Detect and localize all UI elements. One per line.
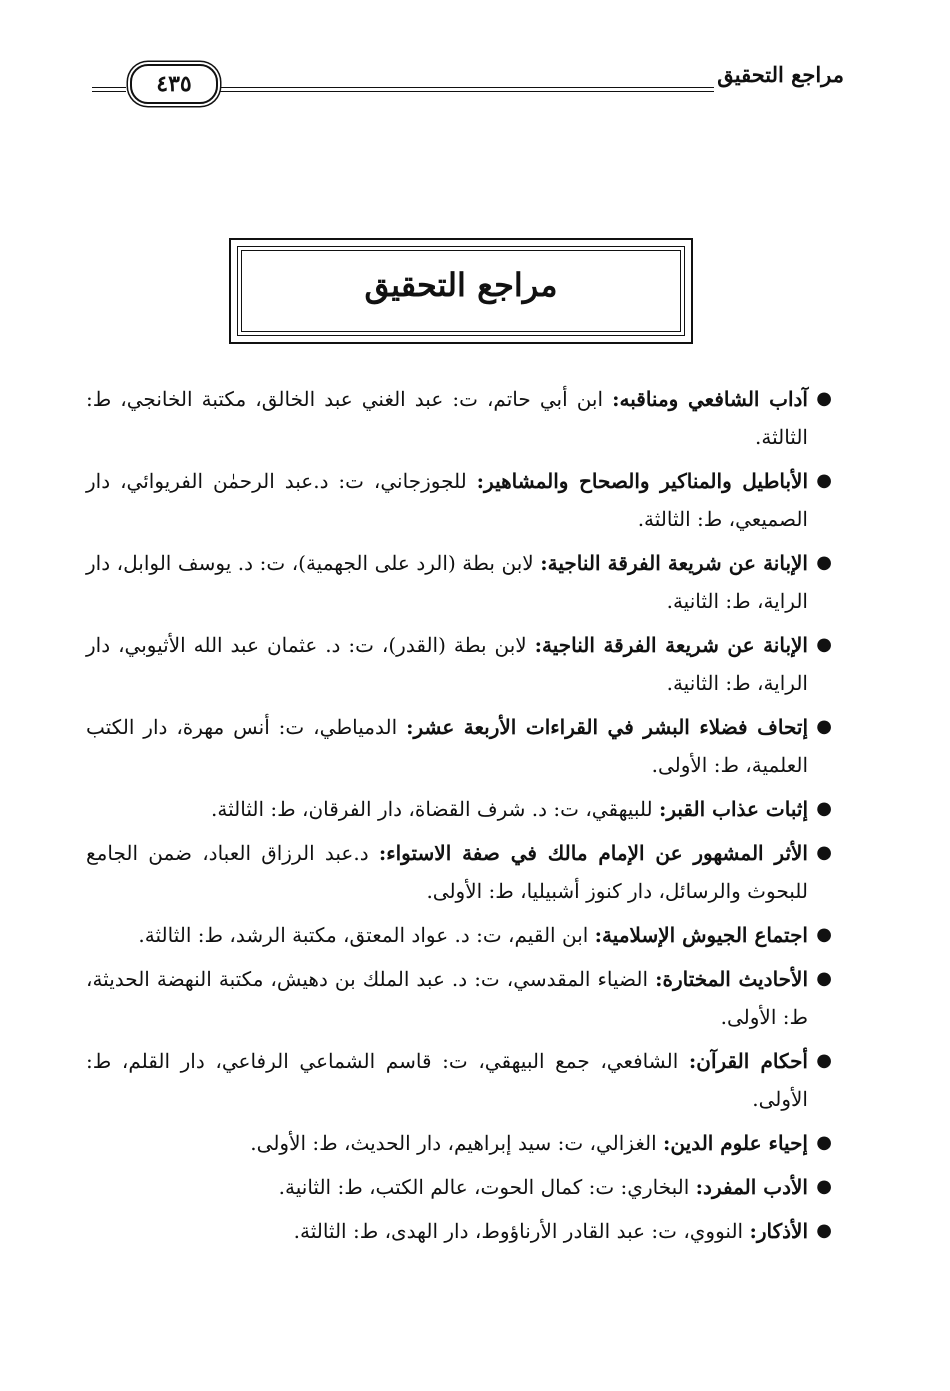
reference-item [86, 916, 844, 954]
reference-details: النووي، ت: عبد القادر الأرناؤوط، دار الهدى، ط: الثالثة. [293, 1219, 750, 1243]
reference-item [86, 1168, 844, 1206]
bullet-icon: ● [816, 552, 832, 573]
reference-item [86, 708, 844, 784]
reference-item [86, 1212, 844, 1250]
reference-title: آداب الشافعي ومناقبه: [612, 387, 808, 411]
reference-title: إحياء علوم الدين: [663, 1131, 808, 1155]
reference-item [86, 544, 844, 620]
reference-item [86, 380, 844, 456]
reference-details: الضياء المقدسي، ت: د. عبد الملك بن دهيش، مكتبة النهضة الحديثة، ط: الأولى. [86, 967, 808, 1029]
reference-title: اجتماع الجيوش الإسلامية: [594, 923, 808, 947]
reference-item [86, 462, 844, 538]
reference-details: د.عبد الرزاق العباد، ضمن الجامع للبحوث والرسائل، دار كنوز أشبيليا، ط: الأولى. [86, 841, 808, 903]
bullet-icon: ● [816, 1176, 832, 1197]
reference-details: للبيهقي، ت: د. شرف القضاة، دار الفرقان، ط: الثالثة. [211, 797, 659, 821]
reference-details: الدمياطي، ت: أنس مهرة، دار الكتب العلمية، ط: الأولى. [86, 715, 808, 777]
reference-item [86, 790, 844, 828]
bullet-icon: ● [816, 388, 832, 409]
reference-item [86, 1042, 844, 1118]
reference-item [86, 1124, 844, 1162]
bullet-icon: ● [816, 1132, 832, 1153]
bullet-icon: ● [816, 798, 832, 819]
reference-details: الغزالي، ت: سيد إبراهيم، دار الحديث، ط: الأولى. [250, 1131, 664, 1155]
reference-title: الإبانة عن شريعة الفرقة الناجية: [540, 551, 808, 575]
header-rule-left [92, 87, 126, 92]
bullet-icon: ● [816, 1050, 832, 1071]
section-title-frame [229, 238, 693, 344]
section-title: مراجع التحقيق [364, 266, 558, 304]
reference-title: إثبات عذاب القبر: [658, 797, 808, 821]
reference-title: أحكام القرآن: [688, 1049, 808, 1073]
running-header [92, 58, 844, 102]
running-title: مراجع التحقيق [717, 62, 844, 87]
bullet-icon: ● [816, 716, 832, 737]
reference-item [86, 626, 844, 702]
reference-title: الأحاديث المختارة: [655, 967, 809, 991]
reference-details: الشافعي، جمع البيهقي، ت: قاسم الشماعي الرفاعي، دار القلم، ط: الأولى. [86, 1049, 808, 1111]
reference-details: ابن أبي حاتم، ت: عبد الغني عبد الخالق، مكتبة الخانجي، ط: الثالثة. [86, 387, 808, 449]
page-number: ٤٣٥ [130, 64, 218, 104]
bullet-icon: ● [816, 842, 832, 863]
reference-title: الأدب المفرد: [695, 1175, 808, 1199]
reference-title: الأثر المشهور عن الإمام مالك في صفة الاستواء: [378, 841, 808, 865]
header-rule [220, 87, 714, 92]
reference-details: للجوزجاني، ت: د.عبد الرحمٰن الفريوائي، دار الصميعي، ط: الثالثة. [86, 469, 808, 531]
reference-details: ابن القيم، ت: د. عواد المعتق، مكتبة الرشد، ط: الثالثة. [138, 923, 595, 947]
reference-details: البخاري: ت: كمال الحوت، عالم الكتب، ط: الثانية. [278, 1175, 696, 1199]
bullet-icon: ● [816, 470, 832, 491]
reference-title: الإبانة عن شريعة الفرقة الناجية: [534, 633, 808, 657]
reference-title: الأذكار: [749, 1219, 808, 1243]
bullet-icon: ● [816, 968, 832, 989]
bullet-icon: ● [816, 924, 832, 945]
reference-details: لابن بطة (القدر)، ت: د. عثمان عبد الله الأثيوبي، دار الراية، ط: الثانية. [86, 633, 808, 695]
reference-list [86, 380, 844, 1256]
reference-title: إتحاف فضلاء البشر في القراءات الأربعة عشر: [406, 715, 808, 739]
reference-title: الأباطيل والمناكير والصحاح والمشاهير: [476, 469, 808, 493]
reference-item [86, 960, 844, 1036]
reference-item [86, 834, 844, 910]
bullet-icon: ● [816, 634, 832, 655]
bullet-icon: ● [816, 1220, 832, 1241]
reference-details: لابن بطة (الرد على الجهمية)، ت: د. يوسف الوابل، دار الراية، ط: الثانية. [86, 551, 808, 613]
